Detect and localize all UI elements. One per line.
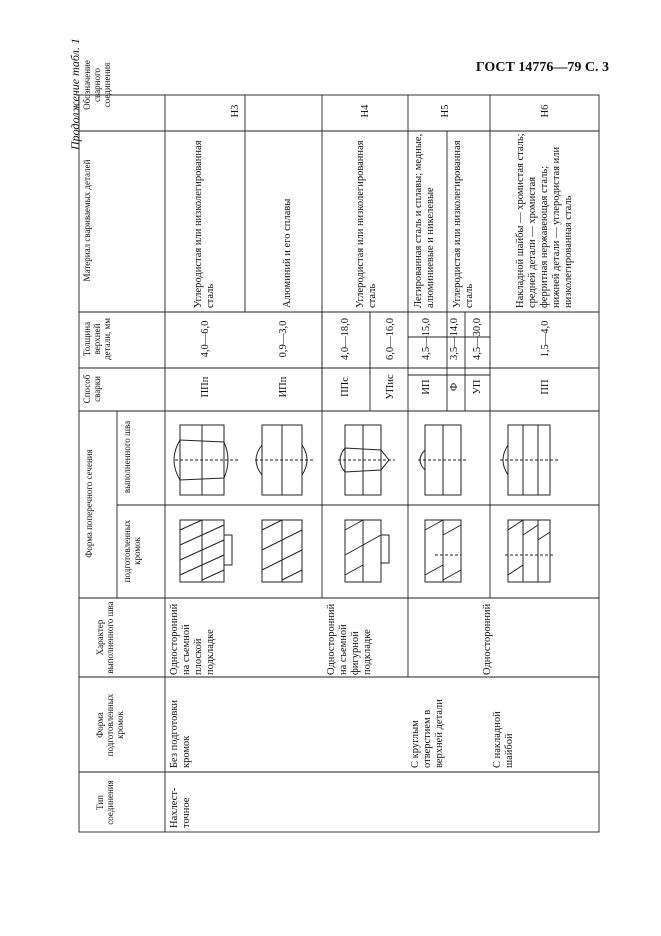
thickness-1: 4,0—6,0 [200, 320, 211, 358]
page-header: ГОСТ 14776—79 С. 3 [475, 60, 609, 75]
header-edge-form: Форма подготовленных кромок [95, 693, 125, 757]
sketch-h5-seam [418, 425, 468, 495]
header-thickness: Толщина верхней детали, мм [82, 318, 112, 360]
header-material: Материал свариваемых деталей [82, 159, 92, 282]
sketch-h5-edges [425, 520, 461, 582]
header-cross-section: Форма поперечного сечения [84, 449, 94, 558]
sketch-h4b-seam [338, 425, 395, 495]
thickness-7: 4,5—30,0 [472, 318, 483, 360]
thickness-2: 0,9—3,0 [278, 320, 289, 358]
method-7: УП [472, 379, 483, 395]
joint-type-value: Нахлест-точное [169, 787, 192, 828]
seam-h3: Односторонний на съемной плоской подкладке [169, 603, 216, 675]
edge-no-prep: Без подготовки кромок [169, 699, 192, 768]
header-prepared-edges: подготовленных кромок [122, 519, 142, 583]
designation-1: Н3 [230, 104, 241, 118]
thickness-3: 4,0—18,0 [340, 318, 351, 360]
thickness-4: 6,0—16,0 [385, 318, 396, 360]
material-6: Накладной шайбы — хромистая сталь; средней детали — хромистая ферритная нержавеющая сталь; нижней детали — углеродистая или низколегированная сталь [515, 133, 574, 308]
sketch-h4-edges [262, 520, 302, 582]
sketch-h3-edges [180, 520, 232, 582]
sketch-h4-seam [255, 425, 315, 495]
designation-3: Н5 [440, 104, 451, 118]
material-4: Легированная сталь и сплавы; медные, алюминиевые и никелевые [413, 133, 436, 308]
sketch-h4b-edges [345, 520, 389, 582]
header-method: Способ сварки [82, 374, 102, 404]
header-completed-seam: выполненного шва [122, 420, 132, 494]
method-8: ПП [540, 379, 551, 395]
method-1: ППп [200, 376, 211, 398]
seam-h4: Односторонний на съемной фигурной подкладке [326, 603, 373, 675]
material-2: Алюминий и его сплавы [282, 198, 293, 308]
method-2: ИПп [278, 376, 289, 398]
thickness-6: 3,5—14,0 [449, 318, 460, 360]
sketch-h6-edges [505, 520, 555, 582]
designation-4: Н6 [540, 104, 551, 118]
header-designation: Обозначение сварного соединения [82, 60, 112, 110]
material-1: Углеродистая или низколегированная сталь [193, 140, 216, 308]
seam-h5-h6: Односторонний [482, 603, 493, 675]
method-5: ИП [421, 379, 432, 395]
thickness-5: 4,5—15,0 [421, 318, 432, 360]
edge-washer: С накладной шайбой [492, 711, 515, 768]
thickness-8: 1,5—4,0 [540, 320, 551, 358]
material-5: Углеродистая или низколегированная сталь [452, 140, 475, 308]
sketch-h6-seam [500, 425, 560, 495]
method-3: ППс [340, 377, 351, 397]
method-4: УПис [385, 374, 396, 400]
header-seam-character: Характер выполненного шва [95, 601, 115, 674]
header-joint-type: Тип соединения [95, 780, 115, 825]
method-6: Ф [449, 382, 460, 392]
sketch-h3-seam [174, 425, 240, 495]
designation-2: Н4 [360, 104, 371, 118]
material-3: Углеродистая или низколегированная сталь [355, 140, 378, 308]
edge-round-hole: С круглым отверстием в верхней детали [410, 699, 445, 768]
